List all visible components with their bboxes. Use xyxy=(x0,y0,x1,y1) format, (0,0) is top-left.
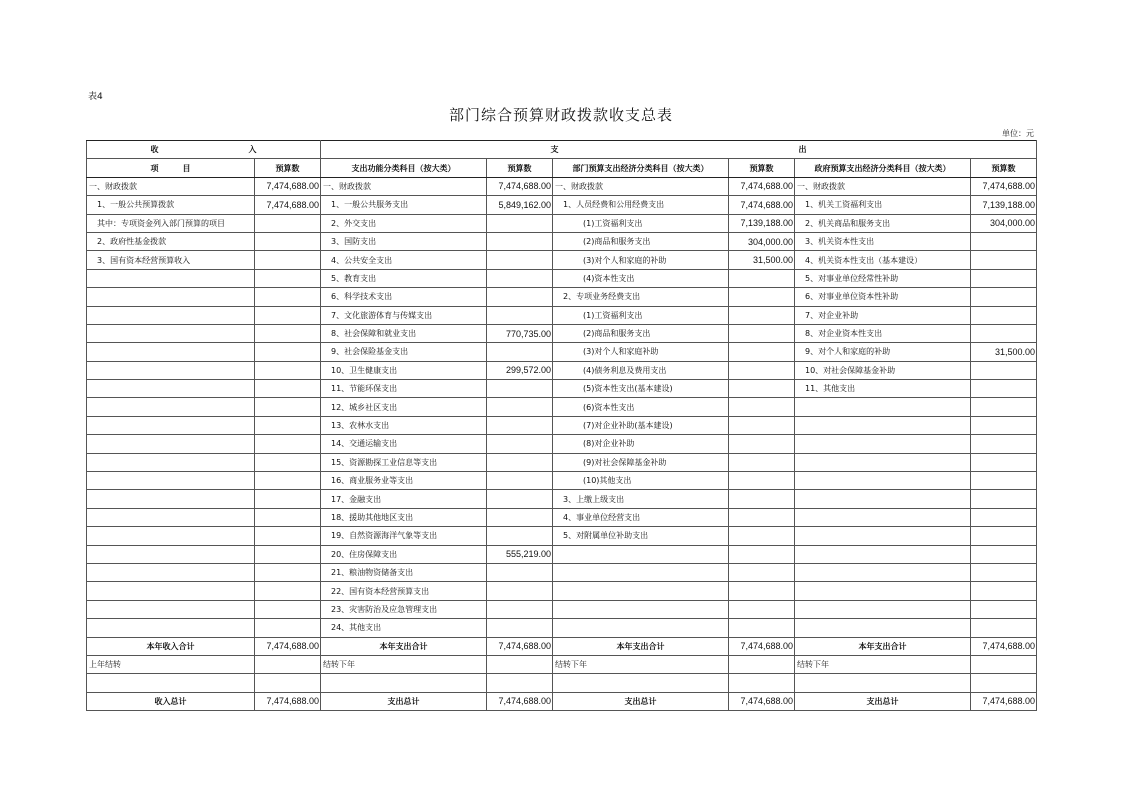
dept-econ-item: (2)商品和服务支出 xyxy=(553,232,729,250)
table-row xyxy=(87,380,1037,398)
carry-out-value xyxy=(729,655,795,673)
income-header: 收 入 xyxy=(87,141,321,159)
dept-econ-budget xyxy=(729,416,795,434)
gov-econ-budget xyxy=(971,435,1037,453)
table-row xyxy=(87,619,1037,637)
gov-econ-budget xyxy=(971,582,1037,600)
dept-econ-item: 2、专项业务经费支出 xyxy=(553,288,729,306)
carry-in-label: 上年结转 xyxy=(87,655,255,673)
func-budget xyxy=(487,343,553,361)
dept-econ-budget xyxy=(729,435,795,453)
col-gov-econ-header: 政府预算支出经济分类科目（按大类） xyxy=(795,159,971,177)
func-item: 12、城乡社区支出 xyxy=(321,398,487,416)
func-item: 17、金融支出 xyxy=(321,490,487,508)
income-total-label: 收入总计 xyxy=(87,692,255,710)
table-row xyxy=(87,288,1037,306)
gov-econ-item xyxy=(795,435,971,453)
col-func-header: 支出功能分类科目（按大类） xyxy=(321,159,487,177)
income-budget xyxy=(255,453,321,471)
income-budget xyxy=(255,619,321,637)
func-budget: 7,474,688.00 xyxy=(487,177,553,195)
dept-econ-item: (6)资本性支出 xyxy=(553,398,729,416)
gov-econ-budget: 304,000.00 xyxy=(971,214,1037,232)
dept-econ-budget xyxy=(729,380,795,398)
gov-econ-item: 2、机关商品和服务支出 xyxy=(795,214,971,232)
gov-econ-item xyxy=(795,398,971,416)
func-item: 6、科学技术支出 xyxy=(321,288,487,306)
income-item: 1、一般公共预算拨款 xyxy=(87,196,255,214)
dept-econ-item: 1、人员经费和公用经费支出 xyxy=(553,196,729,214)
unit-label: 单位：元 xyxy=(1002,129,1034,138)
func-budget xyxy=(487,619,553,637)
year-exp-gov-value: 7,474,688.00 xyxy=(971,637,1037,655)
income-budget xyxy=(255,361,321,379)
table-row xyxy=(87,472,1037,490)
dept-econ-item: (5)资本性支出(基本建设) xyxy=(553,380,729,398)
income-budget xyxy=(255,600,321,618)
dept-econ-budget xyxy=(729,288,795,306)
gov-econ-budget: 7,474,688.00 xyxy=(971,177,1037,195)
table-row xyxy=(87,343,1037,361)
func-item: 13、农林水支出 xyxy=(321,416,487,434)
income-item xyxy=(87,600,255,618)
dept-econ-budget: 304,000.00 xyxy=(729,232,795,250)
gov-econ-budget xyxy=(971,398,1037,416)
dept-econ-item xyxy=(553,582,729,600)
income-item xyxy=(87,343,255,361)
income-budget xyxy=(255,232,321,250)
func-item: 11、节能环保支出 xyxy=(321,380,487,398)
dept-econ-item: (3)对个人和家庭的补助 xyxy=(553,251,729,269)
year-exp-func-value: 7,474,688.00 xyxy=(487,637,553,655)
table-row xyxy=(87,490,1037,508)
dept-econ-budget xyxy=(729,563,795,581)
gov-econ-budget xyxy=(971,380,1037,398)
income-item xyxy=(87,361,255,379)
income-budget xyxy=(255,398,321,416)
income-item xyxy=(87,527,255,545)
income-item xyxy=(87,269,255,287)
table-row xyxy=(87,545,1037,563)
gov-econ-budget: 7,139,188.00 xyxy=(971,196,1037,214)
exp-total-label: 支出总计 xyxy=(321,692,487,710)
gov-econ-item: 9、对个人和家庭的补助 xyxy=(795,343,971,361)
dept-econ-budget xyxy=(729,324,795,342)
table-row xyxy=(87,453,1037,471)
income-item: 一、财政拨款 xyxy=(87,177,255,195)
func-budget xyxy=(487,306,553,324)
dept-econ-item xyxy=(553,619,729,637)
func-item: 15、资源勘探工业信息等支出 xyxy=(321,453,487,471)
blank-cell xyxy=(795,674,971,692)
carry-out-label: 结转下年 xyxy=(321,655,487,673)
gov-econ-item xyxy=(795,527,971,545)
gov-econ-item xyxy=(795,582,971,600)
func-item: 24、其他支出 xyxy=(321,619,487,637)
gov-econ-item: 1、机关工资福利支出 xyxy=(795,196,971,214)
dept-econ-budget xyxy=(729,508,795,526)
gov-econ-budget xyxy=(971,232,1037,250)
year-income-value: 7,474,688.00 xyxy=(255,637,321,655)
func-budget xyxy=(487,398,553,416)
func-item: 14、交通运输支出 xyxy=(321,435,487,453)
dept-econ-item: 3、上缴上级支出 xyxy=(553,490,729,508)
table-row xyxy=(87,196,1037,214)
income-budget xyxy=(255,269,321,287)
income-item: 2、政府性基金拨款 xyxy=(87,232,255,250)
gov-econ-item xyxy=(795,472,971,490)
func-item: 5、教育支出 xyxy=(321,269,487,287)
table-row xyxy=(87,600,1037,618)
gov-econ-item xyxy=(795,545,971,563)
dept-econ-budget xyxy=(729,361,795,379)
table-row xyxy=(87,177,1037,195)
gov-econ-item xyxy=(795,508,971,526)
income-budget xyxy=(255,306,321,324)
gov-econ-budget xyxy=(971,545,1037,563)
table-row xyxy=(87,306,1037,324)
func-budget: 5,849,162.00 xyxy=(487,196,553,214)
blank-cell xyxy=(255,674,321,692)
income-budget xyxy=(255,214,321,232)
col-budget-header: 预算数 xyxy=(729,159,795,177)
dept-econ-item xyxy=(553,563,729,581)
year-exp-label: 本年支出合计 xyxy=(553,637,729,655)
func-budget xyxy=(487,472,553,490)
table-row xyxy=(87,324,1037,342)
income-item: 3、国有资本经营预算收入 xyxy=(87,251,255,269)
dept-econ-budget xyxy=(729,453,795,471)
func-item: 一、财政拨款 xyxy=(321,177,487,195)
table-row xyxy=(87,398,1037,416)
year-exp-dept-value: 7,474,688.00 xyxy=(729,637,795,655)
gov-econ-item: 8、对企业资本性支出 xyxy=(795,324,971,342)
func-budget: 555,219.00 xyxy=(487,545,553,563)
income-item xyxy=(87,453,255,471)
income-budget xyxy=(255,545,321,563)
income-budget xyxy=(255,380,321,398)
dept-econ-budget xyxy=(729,398,795,416)
func-budget: 299,572.00 xyxy=(487,361,553,379)
func-budget xyxy=(487,600,553,618)
income-budget xyxy=(255,527,321,545)
carry-out-label: 结转下年 xyxy=(795,655,971,673)
func-item: 2、外交支出 xyxy=(321,214,487,232)
expense-header: 支 出 xyxy=(321,141,1037,159)
gov-econ-budget: 31,500.00 xyxy=(971,343,1037,361)
income-item xyxy=(87,306,255,324)
func-budget xyxy=(487,563,553,581)
func-budget xyxy=(487,251,553,269)
func-budget xyxy=(487,582,553,600)
income-item: 其中：专项资金列入部门预算的项目 xyxy=(87,214,255,232)
income-item xyxy=(87,619,255,637)
gov-econ-item: 7、对企业补助 xyxy=(795,306,971,324)
income-total-value: 7,474,688.00 xyxy=(255,692,321,710)
blank-cell xyxy=(729,674,795,692)
func-item: 3、国防支出 xyxy=(321,232,487,250)
income-item xyxy=(87,416,255,434)
dept-econ-budget xyxy=(729,269,795,287)
gov-econ-budget xyxy=(971,508,1037,526)
dept-econ-item: (2)商品和服务支出 xyxy=(553,324,729,342)
col-item-header: 项 目 xyxy=(87,159,255,177)
table-row xyxy=(87,214,1037,232)
exp-total-dept-value: 7,474,688.00 xyxy=(729,692,795,710)
dept-econ-budget xyxy=(729,619,795,637)
dept-econ-item: (1)工资福利支出 xyxy=(553,306,729,324)
table-row xyxy=(87,251,1037,269)
gov-econ-budget xyxy=(971,288,1037,306)
income-item xyxy=(87,563,255,581)
blank-cell xyxy=(553,674,729,692)
income-item xyxy=(87,435,255,453)
income-item xyxy=(87,490,255,508)
table-row xyxy=(87,582,1037,600)
gov-econ-budget xyxy=(971,472,1037,490)
gov-econ-item xyxy=(795,416,971,434)
table-row xyxy=(87,361,1037,379)
exp-total-gov-value: 7,474,688.00 xyxy=(971,692,1037,710)
gov-econ-budget xyxy=(971,619,1037,637)
func-budget xyxy=(487,288,553,306)
year-income-label: 本年收入合计 xyxy=(87,637,255,655)
income-budget xyxy=(255,582,321,600)
income-item xyxy=(87,472,255,490)
gov-econ-budget xyxy=(971,324,1037,342)
func-item: 21、粮油物资储备支出 xyxy=(321,563,487,581)
dept-econ-budget: 7,139,188.00 xyxy=(729,214,795,232)
gov-econ-item: 10、对社会保障基金补助 xyxy=(795,361,971,379)
income-item xyxy=(87,508,255,526)
dept-econ-budget xyxy=(729,306,795,324)
income-budget xyxy=(255,508,321,526)
dept-econ-budget xyxy=(729,600,795,618)
dept-econ-budget xyxy=(729,343,795,361)
dept-econ-budget: 31,500.00 xyxy=(729,251,795,269)
income-item xyxy=(87,582,255,600)
table-row xyxy=(87,563,1037,581)
dept-econ-item: (1)工资福利支出 xyxy=(553,214,729,232)
dept-econ-item xyxy=(553,600,729,618)
income-item xyxy=(87,288,255,306)
gov-econ-budget xyxy=(971,269,1037,287)
func-item: 4、公共安全支出 xyxy=(321,251,487,269)
gov-econ-item xyxy=(795,600,971,618)
blank-cell xyxy=(321,674,487,692)
func-item: 9、社会保险基金支出 xyxy=(321,343,487,361)
func-item: 16、商业服务业等支出 xyxy=(321,472,487,490)
income-item xyxy=(87,398,255,416)
income-budget: 7,474,688.00 xyxy=(255,196,321,214)
dept-econ-item: 4、事业单位经营支出 xyxy=(553,508,729,526)
income-item xyxy=(87,545,255,563)
table-number: 表4 xyxy=(88,92,103,102)
gov-econ-budget xyxy=(971,251,1037,269)
col-budget-header: 预算数 xyxy=(255,159,321,177)
func-budget xyxy=(487,269,553,287)
dept-econ-budget: 7,474,688.00 xyxy=(729,196,795,214)
dept-econ-budget xyxy=(729,490,795,508)
dept-econ-item: (9)对社会保障基金补助 xyxy=(553,453,729,471)
carry-out-label: 结转下年 xyxy=(553,655,729,673)
table-row xyxy=(87,527,1037,545)
blank-cell xyxy=(971,674,1037,692)
table-row xyxy=(87,435,1037,453)
func-budget xyxy=(487,214,553,232)
dept-econ-item: (10)其他支出 xyxy=(553,472,729,490)
page-title: 部门综合预算财政拨款收支总表 xyxy=(448,106,673,124)
func-item: 10、卫生健康支出 xyxy=(321,361,487,379)
dept-econ-item: (3)对个人和家庭补助 xyxy=(553,343,729,361)
carry-out-value xyxy=(487,655,553,673)
gov-econ-item: 4、机关资本性支出（基本建设） xyxy=(795,251,971,269)
func-budget xyxy=(487,453,553,471)
func-budget xyxy=(487,380,553,398)
gov-econ-item: 一、财政拨款 xyxy=(795,177,971,195)
func-item: 7、文化旅游体育与传媒支出 xyxy=(321,306,487,324)
dept-econ-item: 5、对附属单位补助支出 xyxy=(553,527,729,545)
income-budget xyxy=(255,490,321,508)
func-item: 22、国有资本经营预算支出 xyxy=(321,582,487,600)
income-budget xyxy=(255,288,321,306)
col-budget-header: 预算数 xyxy=(971,159,1037,177)
income-budget xyxy=(255,435,321,453)
func-budget xyxy=(487,232,553,250)
exp-total-func-value: 7,474,688.00 xyxy=(487,692,553,710)
blank-cell xyxy=(87,674,255,692)
dept-econ-budget: 7,474,688.00 xyxy=(729,177,795,195)
dept-econ-budget xyxy=(729,582,795,600)
func-item: 18、援助其他地区支出 xyxy=(321,508,487,526)
exp-total-label: 支出总计 xyxy=(795,692,971,710)
col-dept-econ-header: 部门预算支出经济分类科目（按大类） xyxy=(553,159,729,177)
carry-in-value xyxy=(255,655,321,673)
func-item: 19、自然资源海洋气象等支出 xyxy=(321,527,487,545)
table-row xyxy=(87,416,1037,434)
dept-econ-budget xyxy=(729,472,795,490)
gov-econ-item: 3、机关资本性支出 xyxy=(795,232,971,250)
dept-econ-item: (4)债务利息及费用支出 xyxy=(553,361,729,379)
income-budget xyxy=(255,472,321,490)
table-row xyxy=(87,269,1037,287)
gov-econ-item xyxy=(795,563,971,581)
exp-total-label: 支出总计 xyxy=(553,692,729,710)
dept-econ-budget xyxy=(729,527,795,545)
gov-econ-budget xyxy=(971,600,1037,618)
dept-econ-budget xyxy=(729,545,795,563)
year-exp-label: 本年支出合计 xyxy=(795,637,971,655)
blank-cell xyxy=(487,674,553,692)
func-item: 23、灾害防治及应急管理支出 xyxy=(321,600,487,618)
income-budget xyxy=(255,563,321,581)
dept-econ-item: (7)对企业补助(基本建设) xyxy=(553,416,729,434)
carry-out-value xyxy=(971,655,1037,673)
dept-econ-item: 一、财政拨款 xyxy=(553,177,729,195)
income-budget xyxy=(255,343,321,361)
func-budget xyxy=(487,508,553,526)
func-item: 8、社会保障和就业支出 xyxy=(321,324,487,342)
budget-table xyxy=(86,140,1037,711)
gov-econ-item: 6、对事业单位资本性补助 xyxy=(795,288,971,306)
func-budget xyxy=(487,490,553,508)
gov-econ-item xyxy=(795,619,971,637)
func-budget xyxy=(487,416,553,434)
gov-econ-budget xyxy=(971,453,1037,471)
income-budget xyxy=(255,324,321,342)
income-budget xyxy=(255,251,321,269)
dept-econ-item: (4)资本性支出 xyxy=(553,269,729,287)
func-budget xyxy=(487,435,553,453)
func-budget: 770,735.00 xyxy=(487,324,553,342)
gov-econ-budget xyxy=(971,416,1037,434)
gov-econ-item xyxy=(795,453,971,471)
gov-econ-budget xyxy=(971,490,1037,508)
dept-econ-item: (8)对企业补助 xyxy=(553,435,729,453)
func-item: 1、一般公共服务支出 xyxy=(321,196,487,214)
gov-econ-item: 5、对事业单位经常性补助 xyxy=(795,269,971,287)
income-item xyxy=(87,324,255,342)
gov-econ-item xyxy=(795,490,971,508)
gov-econ-budget xyxy=(971,527,1037,545)
gov-econ-budget xyxy=(971,563,1037,581)
gov-econ-item: 11、其他支出 xyxy=(795,380,971,398)
gov-econ-budget xyxy=(971,361,1037,379)
func-budget xyxy=(487,527,553,545)
table-row xyxy=(87,508,1037,526)
gov-econ-budget xyxy=(971,306,1037,324)
table-row xyxy=(87,232,1037,250)
col-budget-header: 预算数 xyxy=(487,159,553,177)
income-item xyxy=(87,380,255,398)
func-item: 20、住房保障支出 xyxy=(321,545,487,563)
dept-econ-item xyxy=(553,545,729,563)
income-budget: 7,474,688.00 xyxy=(255,177,321,195)
year-exp-label: 本年支出合计 xyxy=(321,637,487,655)
income-budget xyxy=(255,416,321,434)
